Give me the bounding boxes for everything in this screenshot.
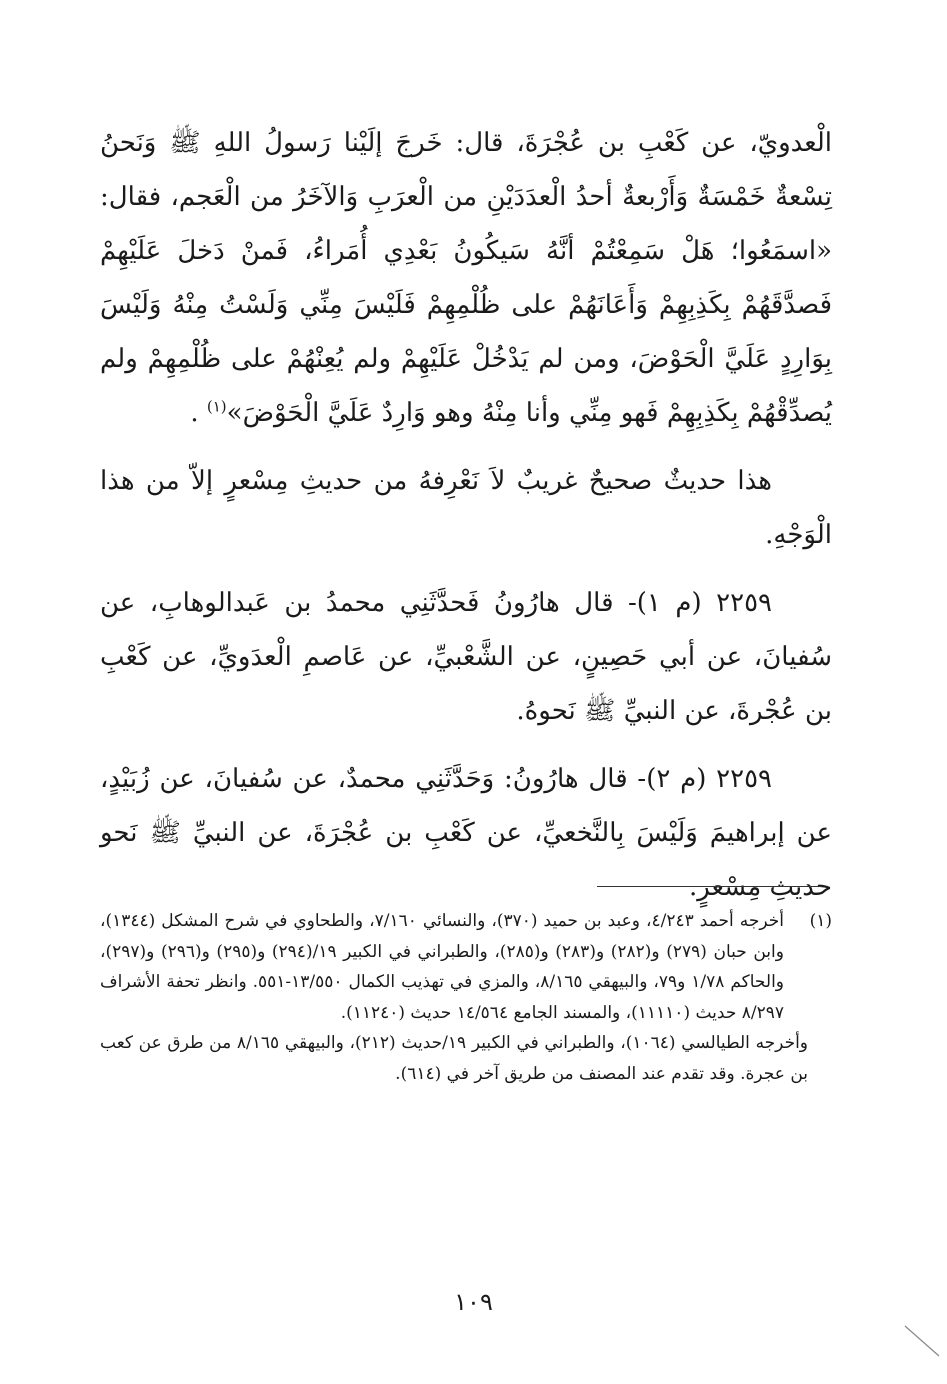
footnote-1-continuation: وأخرجه الطيالسي (١٠٦٤)، والطبراني في الكبير ١٩/حديث (٢١٢)، والبيهقي ٨/١٦٥ من طرق عن كعب بن عجرة. وقد تقدم عند المصنف من طريق آخر في (٦١٤). [100, 1033, 809, 1084]
grading-paragraph: هذا حديثٌ صحيحٌ غريبٌ لاَ نَعْرِفهُ من حديثِ مِسْعرٍ إلاّ من هذا الْوَجْهِ. [100, 466, 832, 550]
footnote-reference[interactable]: (١) [206, 397, 227, 416]
hadith-text: الْعدويّ، عن كَعْبِ بن عُجْرَةَ، قال: خَرجَ إلَيْنا رَسولُ اللهِ ﷺ وَنَحنُ تِسْعةٌ خَمْسَةٌ وَأَرْبعةٌ أحدُ الْعدَدَيْنِ من الْعرَبِ وَالآخَرُ من الْعَجم، فقال: «اسمَعُوا؛ هَلْ سَمِعْتُمْ أنَّهُ سَيكُونُ بَعْدِي أُمَراءُ، فَمنْ دَخلَ عَلَيْهِمْ فَصدَّقَهُمْ بِكَذِبِهِمْ وَأَعَانَهُمْ على ظُلْمِهِمْ فَلَيْسَ مِنِّي وَلَسْتُ مِنْهُ وَلَيْسَ بِوَارِدٍ عَلَيَّ الْحَوْضَ، ومن لم يَدْخُلْ عَلَيْهِمْ ولم يُعِنْهُمْ على ظُلْمِهِمْ ولم يُصدِّقْهُمْ بِكَذِبِهِمْ فَهو مِنِّي وأنا مِنْهُ وهو وَارِدٌ عَلَيَّ الْحَوْضَ» [100, 128, 833, 428]
main-text [100, 116, 832, 914]
footnote-1 [100, 906, 832, 1028]
footnote-number: (١) [809, 911, 832, 931]
hadith-text-end: . [190, 398, 207, 428]
footnote-separator [597, 886, 822, 887]
page-corner-mark [897, 1322, 947, 1362]
hadith-paragraph-2259-m2: ٢٢٥٩ (م ٢)- قال هارُونُ: وَحَدَّثَنِي محمدٌ، عن سُفيانَ، عن زُبَيْدٍ، عن إبراهيمَ وَلَيْسَ بِالنَّخعيِّ، عن كَعْبِ بن عُجْرَةَ، عن النبيِّ ﷺ نَحو حديثِ مِسْعرٍ. [100, 764, 832, 902]
hadith-paragraph-1 [100, 116, 832, 440]
page-number: ١٠٩ [454, 1288, 493, 1316]
footnote-text: أخرجه أحمد ٤/٢٤٣، وعبد بن حميد (٣٧٠)، والنسائي ٧/١٦٠، والطحاوي في شرح المشكل (١٣٤٤)، وابن حبان (٢٧٩) و(٢٨٢) و(٢٨٣) و(٢٨٥)، والطبراني في الكبير ١٩/(٢٩٤) و(٢٩٥) و(٢٩٦) و(٢٩٧)، والحاكم ١/٧٨ و٧٩، والبيهقي ٨/١٦٥، والمزي في تهذيب الكمال ١٣/٥٥٠-٥٥١. وانظر تحفة الأشراف ٨/٢٩٧ حديث (١١١١٠)، والمسند الجامع ١٤/٥٦٤ حديث (١١٢٤٠). [100, 911, 785, 1023]
hadith-paragraph-2259-m1: ٢٢٥٩ (م ١)- قال هارُونُ فَحدَّثَنِي محمدُ بن عَبدالوهابِ، عن سُفيانَ، عن أبي حَصِينٍ، عن الشَّعْبيِّ، عن عَاصمِ الْعدَويِّ، عن كَعْبِ بن عُجْرةَ، عن النبيِّ ﷺ نَحوهُ. [100, 588, 832, 726]
footnotes [100, 906, 832, 1089]
